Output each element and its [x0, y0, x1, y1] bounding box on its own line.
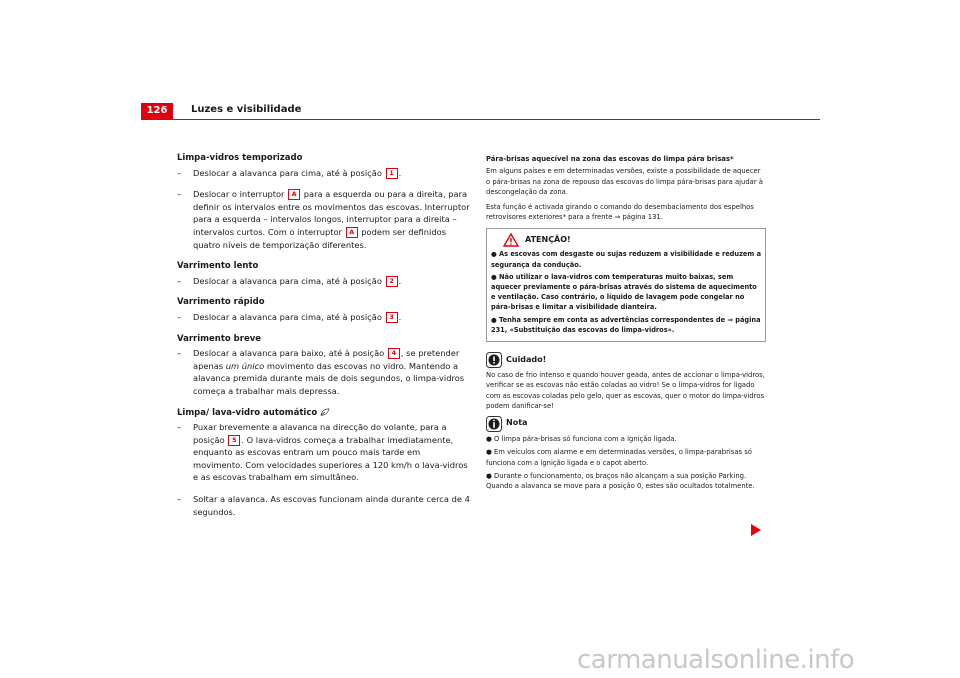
list-item	[177, 188, 472, 251]
watermark: carmanualsonline.info	[577, 645, 855, 675]
header-rule	[141, 119, 820, 120]
heated-windscreen-title: Pára-brisas aquecível na zona das escovas do limpa pára brisas*	[486, 155, 734, 163]
warning-text: As escovas com desgaste ou sujas reduzem a visibilidade e reduzem a segurança da condução.	[491, 250, 762, 269]
bullet: ●	[486, 471, 492, 480]
position-badge: 5	[228, 435, 240, 446]
next-page-arrow-icon	[751, 524, 761, 536]
switch-badge: A	[346, 227, 358, 238]
section-title-fast: Varrimento rápido	[177, 297, 265, 308]
item-text: movimento das escovas no vidro. Mantendo a alavanca premida durante mais de dois segundos, o limpa-vidros começa a trabalhar mais depressa.	[193, 360, 465, 396]
note-item	[486, 447, 766, 468]
switch-badge: A	[288, 189, 300, 200]
left-column	[177, 152, 472, 527]
position-badge: 1	[386, 168, 398, 179]
note-item	[486, 434, 766, 444]
list-item	[177, 275, 472, 288]
right-column	[486, 154, 766, 495]
item-text: .	[398, 311, 402, 322]
section-title-auto-wash	[177, 407, 472, 420]
item-text: para a esquerda ou para a direita, para definir os intervalos entre os movimentos das escovas. Interruptor para a esquerda – intervalos longos, interruptor para a direita – intervalos curtos. Com o interruptor	[193, 189, 470, 237]
item-text: .	[398, 275, 402, 286]
dash: –	[177, 311, 182, 322]
item-text: , se pretender apenas	[193, 348, 460, 371]
caution-header	[486, 352, 766, 368]
chapter-title: Luzes e visibilidade	[191, 104, 302, 115]
note-text: O limpa pára-brisas só funciona com a ignição ligada.	[494, 434, 677, 443]
bullet: ●	[491, 272, 497, 281]
warning-title: ATENÇÃO!	[525, 235, 571, 245]
section-title-brief: Varrimento breve	[177, 333, 262, 344]
caution-text: No caso de frio intenso e quando houver geada, antes de accionar o limpa-vidros, verificar se as escovas não estão coladas ao vidro! Se o limpa-vidros for ligado com as escovas coladas pelo gelo, quer as escovas, quer o motor do limpa-vidros podem danificar-se!	[486, 371, 765, 411]
list-item	[177, 347, 472, 397]
warning-item	[491, 315, 762, 335]
bullet: ●	[486, 434, 492, 443]
warning-item	[491, 249, 762, 269]
dash: –	[177, 167, 182, 178]
note-item	[486, 471, 766, 492]
list-item	[177, 167, 472, 180]
item-text: Deslocar a alavanca para baixo, até à posição	[193, 348, 385, 359]
heated-paragraph-1: Em alguns países e em determinadas versões, existe a possibilidade de aquecer o pára-brisas na zona de repouso das escovas do limpa pára-brisas para ajudar à descongelação da zona.	[486, 167, 763, 197]
position-badge: 2	[386, 276, 398, 287]
section-title-text: Limpa/ lava-vidro automático	[177, 407, 318, 418]
note-text: Em veículos com alarme e em determinadas versões, o limpa-parabrisas só funciona com a ignição ligada e o capot aberto.	[486, 448, 752, 467]
dash: –	[177, 348, 182, 359]
item-text: .	[398, 167, 402, 178]
caution-title: Cuidado!	[506, 354, 547, 364]
list-item	[177, 421, 472, 484]
warning-text: Tenha sempre em conta as advertências correspondentes de ⇒ página 231, «Substituição das escovas do limpa-vidros».	[491, 315, 761, 334]
section-title-intermittent: Limpa-vidros temporizado	[177, 153, 303, 163]
item-text: podem ser definidos quatro níveis de temporização diferentes.	[193, 226, 447, 250]
eco-leaf-icon	[320, 408, 330, 416]
warning-text: Não utilizar o lava-vidros com temperaturas muito baixas, sem aquecer previamente o pára-brisas através do sistema de aquecimento e ventilação. Caso contrário, o líquido de lavagem pode congelar no pára-brisas e limitar a visibilidade dianteira.	[491, 272, 757, 312]
section-title-slow: Varrimento lento	[177, 261, 259, 272]
note-title: Nota	[506, 418, 528, 428]
heated-paragraph-2: Esta função é activada girando o comando do desembaciamento dos espelhos retrovisores exteriores* para a frente ⇒ página 131.	[486, 202, 754, 222]
page-number: 126	[141, 103, 173, 119]
item-emphasis: um único	[225, 360, 265, 371]
item-text: Soltar a alavanca. As escovas funcionam ainda durante cerca de 4 segundos.	[193, 494, 470, 517]
bullet: ●	[491, 315, 497, 324]
warning-item	[491, 272, 762, 313]
dash: –	[177, 189, 182, 200]
position-badge: 4	[388, 348, 400, 359]
item-text: Deslocar o interruptor	[193, 189, 285, 200]
note-header	[486, 416, 766, 432]
info-icon	[486, 416, 502, 432]
bullet: ●	[491, 250, 497, 259]
dash: –	[177, 422, 182, 433]
list-item	[177, 493, 472, 518]
caution-icon	[486, 352, 502, 368]
note-text: Durante o funcionamento, os braços não alcançam a sua posição Parking. Quando a alavanca se move para a posição 0, estes são ocultados totalmente.	[486, 471, 755, 491]
warning-triangle-icon	[503, 233, 519, 247]
warning-box	[486, 228, 766, 342]
dash: –	[177, 275, 182, 286]
item-text: Deslocar a alavanca para cima, até à posição	[193, 311, 382, 322]
item-text: Puxar brevemente a alavanca na direcção do volante, para a posição	[193, 422, 447, 445]
item-text: Deslocar a alavanca para cima, até à posição	[193, 275, 382, 286]
dash: –	[177, 494, 182, 505]
position-badge: 3	[386, 312, 398, 323]
item-text: Deslocar a alavanca para cima, até à posição	[193, 167, 382, 178]
bullet: ●	[486, 448, 492, 457]
list-item	[177, 311, 472, 324]
item-text: . O lava-vidros começa a trabalhar imediatamente, enquanto as escovas entram um pouco mais tarde em movimento. Com velocidades superiores a 120 km/h o lava-vidros e as escovas trabalham em simultâneo.	[193, 434, 468, 483]
warning-header	[491, 233, 762, 247]
